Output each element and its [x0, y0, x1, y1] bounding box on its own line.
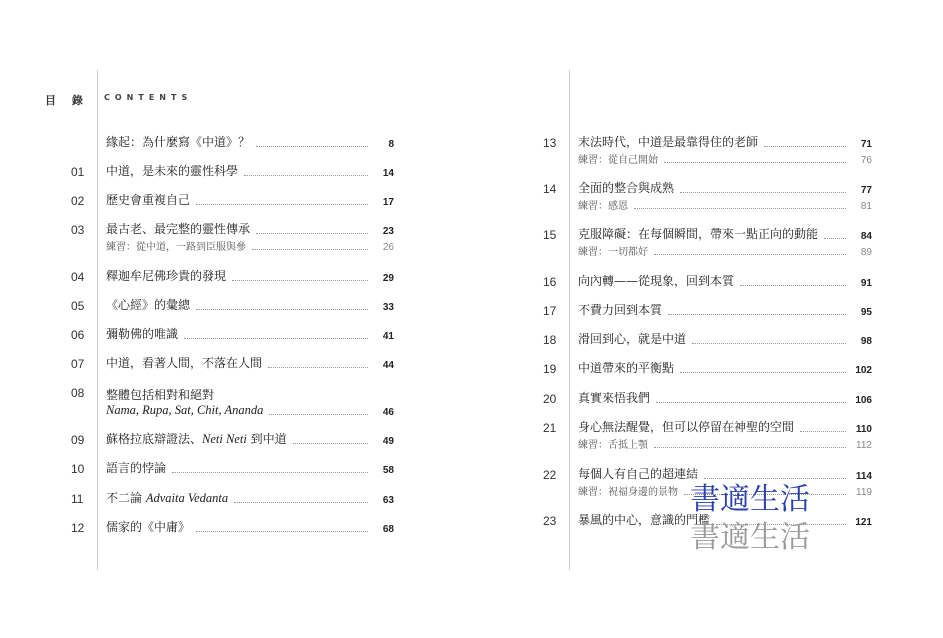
chapter-number: 02	[71, 194, 85, 208]
page-number: 23	[382, 226, 394, 237]
title-row	[578, 333, 872, 347]
page-number: 84	[860, 231, 872, 242]
toc-entry[interactable]	[0, 392, 943, 414]
page-number: 44	[382, 360, 394, 371]
exercise-page-number: 119	[856, 487, 872, 498]
chapter-number: 03	[71, 223, 85, 237]
chapter-number: 09	[71, 433, 85, 447]
page-number: 41	[382, 331, 394, 342]
chapter-number: 13	[543, 136, 557, 150]
chapter-title-latin: Nama, Rupa, Sat, Chit, Ananda	[106, 403, 264, 417]
chapter-title-group	[578, 328, 686, 347]
chapter-title: 中道，看著人間，不落在人間	[106, 356, 263, 370]
chapter-title-latin: Neti Neti	[202, 432, 247, 446]
page-number: 102	[855, 365, 872, 376]
title-row	[578, 421, 872, 435]
dot-leader	[664, 162, 846, 163]
dot-leader	[269, 414, 368, 415]
watermark-gray: 書適生活	[690, 520, 810, 555]
page-number: 77	[860, 185, 872, 196]
chapter-title: 語言的悖論	[106, 461, 167, 475]
chapter-number: 15	[543, 228, 557, 242]
chapter-title: 中道帶來的平衡點	[578, 361, 675, 375]
toc-header-subtitle: CONTENTS	[104, 93, 193, 102]
exercise-row	[578, 438, 872, 451]
chapter-number: 17	[543, 304, 557, 318]
chapter-number: 19	[543, 362, 557, 376]
chapter-number: 20	[543, 392, 557, 406]
exercise-row	[578, 245, 872, 258]
title-row	[578, 304, 872, 318]
chapter-number: 16	[543, 275, 557, 289]
dot-leader	[680, 192, 846, 193]
chapter-title-group	[106, 160, 238, 179]
chapter-number: 18	[543, 333, 557, 347]
chapter-title-group	[578, 131, 758, 150]
page-number: 114	[855, 471, 872, 482]
title-row	[578, 362, 872, 376]
page-number: 71	[860, 139, 872, 150]
exercise-title: 練習：從自己開始	[578, 155, 658, 166]
toc-entry[interactable]	[0, 135, 943, 166]
page-number: 106	[855, 395, 872, 406]
chapter-title: 最古老、最完整的靈性傳承	[106, 222, 251, 236]
chapter-title: 每個人有自己的超連結	[578, 467, 699, 481]
page-number: 98	[860, 336, 872, 347]
dot-leader	[654, 254, 846, 255]
toc-entry[interactable]	[0, 333, 943, 355]
dot-leader	[800, 431, 846, 432]
dot-leader	[740, 285, 846, 286]
chapter-number: 10	[71, 462, 85, 476]
dot-leader	[196, 204, 368, 205]
exercise-title: 練習：感恩	[578, 201, 628, 212]
chapter-title-group	[578, 387, 650, 406]
chapter-title: 蘇格拉底辯證法、	[106, 432, 203, 446]
chapter-number: 12	[71, 521, 85, 535]
chapter-title: 歷史會重複自己	[106, 193, 191, 207]
chapter-title: 向內轉——從現象，回到本質	[578, 274, 735, 288]
page-number: 14	[382, 168, 394, 179]
chapter-number: 14	[543, 182, 557, 196]
title-row	[578, 228, 872, 242]
chapter-title: 中道，是未來的靈性科學	[106, 164, 239, 178]
exercise-page-number: 89	[860, 247, 872, 258]
page-number: 8	[388, 139, 394, 150]
chapter-title-group	[578, 416, 794, 435]
page-number: 33	[382, 302, 394, 313]
chapter-title: 《心經》的彙總	[106, 298, 191, 312]
dot-leader	[654, 447, 846, 448]
chapter-number: 11	[71, 492, 84, 506]
dot-leader	[234, 502, 368, 503]
exercise-title: 練習：舌抵上顎	[578, 440, 648, 451]
title-row	[106, 165, 394, 179]
chapter-title: 釋迦牟尼佛珍貴的發現	[106, 269, 227, 283]
toc-header-title: 目 錄	[45, 94, 89, 107]
exercise-row	[578, 153, 872, 166]
chapter-number: 07	[71, 357, 85, 371]
page-number: 95	[860, 307, 872, 318]
chapter-number: 23	[543, 514, 557, 528]
chapter-title: 克服障礙：在每個瞬間，帶來一點正向的動能	[578, 227, 819, 241]
dot-leader	[656, 402, 846, 403]
chapter-title: 彌勒佛的唯識	[106, 327, 179, 341]
dot-leader	[764, 146, 846, 147]
chapter-title-group	[578, 299, 662, 318]
title-row	[578, 392, 872, 406]
chapter-title-group	[578, 463, 698, 482]
dot-leader	[824, 238, 846, 239]
dot-leader	[692, 343, 846, 344]
toc-entry[interactable]	[0, 362, 943, 384]
chapter-title: 不二論	[106, 491, 146, 505]
chapter-number: 06	[71, 328, 85, 342]
page-number: 58	[382, 465, 394, 476]
dot-leader	[668, 314, 846, 315]
page-number: 29	[382, 273, 394, 284]
toc-entry[interactable]	[0, 304, 943, 326]
chapter-title-group	[578, 223, 818, 242]
page-number: 49	[382, 436, 394, 447]
chapter-number: 05	[71, 299, 85, 313]
chapter-number: 01	[71, 165, 85, 179]
page-number: 121	[855, 517, 872, 528]
title-row	[578, 275, 872, 289]
exercise-page-number: 112	[856, 440, 872, 451]
exercise-page-number: 81	[860, 201, 872, 212]
exercise-title: 練習：一切都好	[578, 247, 648, 258]
toc-entry[interactable]	[0, 181, 943, 212]
toc-entry[interactable]	[0, 420, 943, 451]
chapter-number: 21	[543, 421, 557, 435]
exercise-title: 練習：祝福身邊的景物	[578, 487, 678, 498]
chapter-title: 不費力回到本質	[578, 303, 663, 317]
page-number: 68	[382, 524, 394, 535]
chapter-title: 末法時代，中道是最靠得住的老師	[578, 135, 759, 149]
dot-leader	[244, 175, 368, 176]
page-number: 63	[382, 495, 394, 506]
toc-entry[interactable]	[0, 275, 943, 297]
chapter-title-group	[578, 177, 674, 196]
page-number: 17	[382, 197, 394, 208]
chapter-title-group	[578, 357, 674, 376]
dot-leader	[680, 372, 846, 373]
chapter-title-latin: Advaita Vedanta	[145, 491, 229, 505]
dot-leader	[634, 208, 846, 209]
page-number: 110	[855, 424, 872, 435]
title-row	[578, 182, 872, 196]
exercise-page-number: 26	[382, 242, 394, 253]
chapter-number: 22	[543, 468, 557, 482]
chapter-title: 全面的整合與成熟	[578, 181, 675, 195]
title-row	[106, 492, 394, 506]
toc-entry[interactable]	[0, 227, 943, 258]
chapter-title: 滑回到心，就是中道	[578, 332, 687, 346]
title-row	[578, 136, 872, 150]
watermark-blue: 書適生活	[690, 482, 810, 517]
chapter-title: 整體包括相對和絕對	[106, 388, 215, 402]
chapter-title-tail: 到中道	[246, 432, 287, 446]
exercise-title: 練習：從中道，一路到臣服與參	[106, 242, 246, 253]
exercise-row	[578, 199, 872, 212]
chapter-number: 08	[71, 386, 85, 400]
dot-leader	[293, 443, 368, 444]
chapter-number: 04	[71, 270, 85, 284]
chapter-title-group	[578, 270, 734, 289]
exercise-page-number: 76	[860, 155, 872, 166]
page-number: 46	[382, 407, 394, 418]
chapter-title: 真實來悟我們	[578, 391, 651, 405]
chapter-title: 儒家的《中庸》	[106, 520, 191, 534]
chapter-title: 身心無法醒覺，但可以停留在神聖的空間	[578, 420, 795, 434]
chapter-title: 緣起：為什麼寫《中道》？	[106, 135, 251, 149]
page-number: 91	[860, 278, 872, 289]
chapter-title: 暴風的中心，意識的門檻	[578, 513, 711, 527]
